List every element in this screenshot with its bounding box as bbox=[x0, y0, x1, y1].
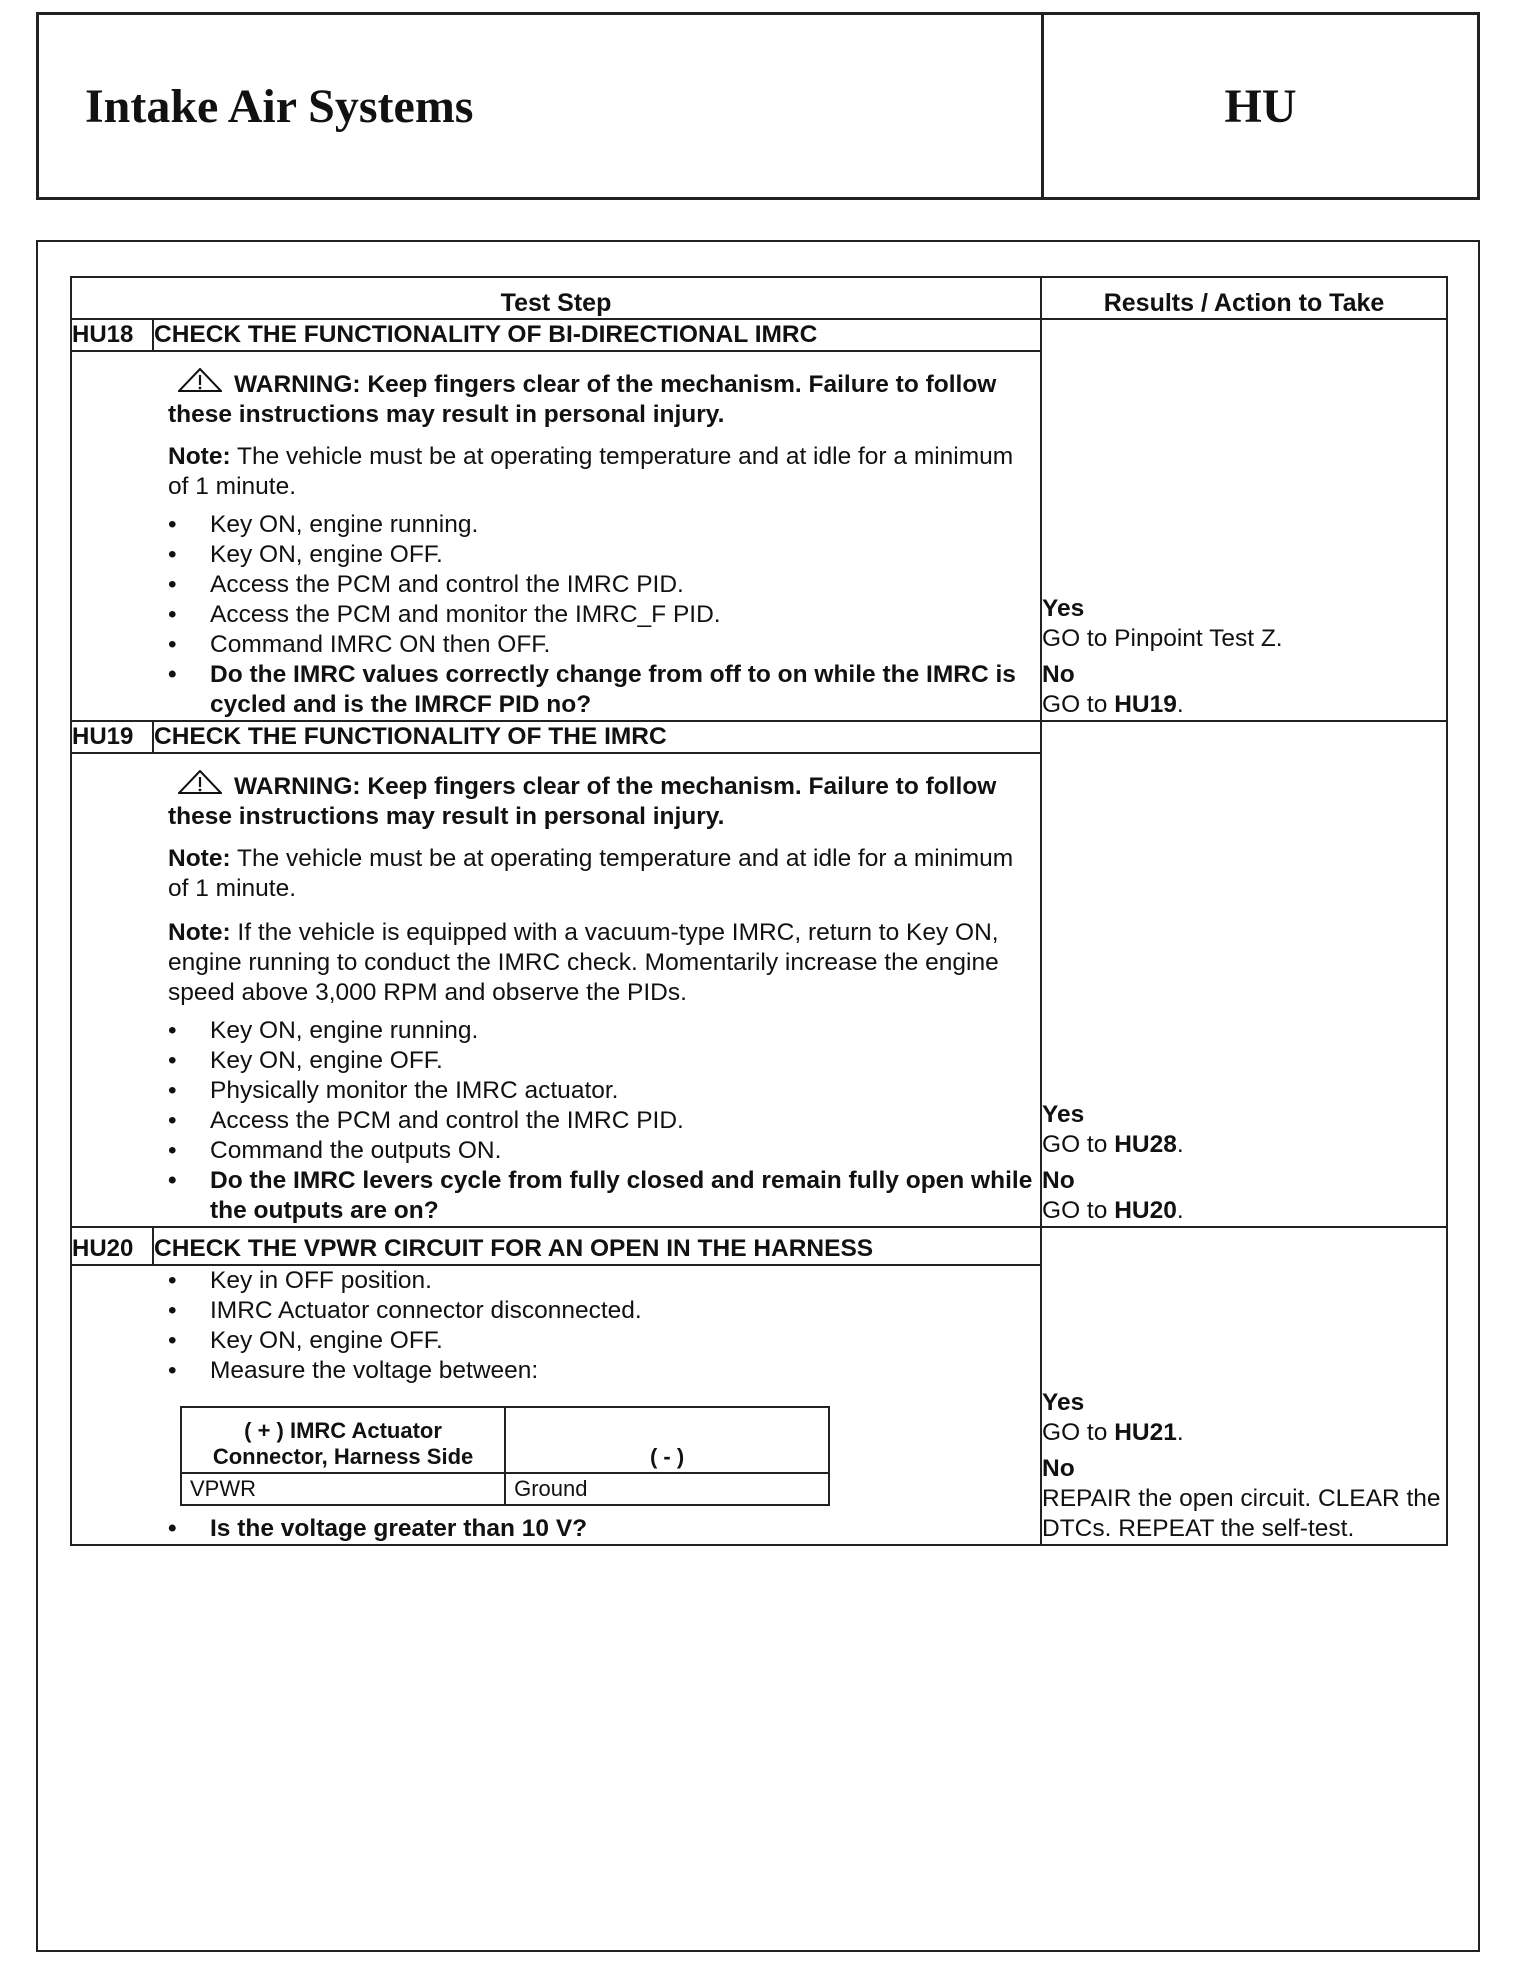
yes-go: GO to bbox=[1042, 1419, 1115, 1446]
step-title: CHECK THE VPWR CIRCUIT FOR AN OPEN IN THE HARNESS bbox=[153, 1227, 1041, 1265]
note-text: The vehicle must be at operating temperature and at idle for a minimum of 1 minute. bbox=[168, 845, 1014, 902]
step-title-row bbox=[71, 721, 1447, 753]
step-list bbox=[168, 1514, 1040, 1544]
list-item: • Physically monitor the IMRC actuator. bbox=[168, 1076, 1040, 1106]
test-step-table bbox=[70, 276, 1448, 1546]
warning bbox=[168, 770, 1040, 832]
step-question: • Do the IMRC values correctly change from off to on while the IMRC is cycled and is the IMRCF PID no? bbox=[168, 660, 1040, 720]
measurement-head-negative: ( - ) bbox=[505, 1407, 829, 1473]
no-go: GO to bbox=[1042, 691, 1115, 718]
result-yes bbox=[1042, 594, 1446, 654]
no-go: GO to bbox=[1042, 1197, 1115, 1224]
step-code: HU18 bbox=[71, 319, 153, 351]
measurement-positive: VPWR bbox=[181, 1473, 505, 1505]
list-item: • IMRC Actuator connector disconnected. bbox=[168, 1296, 1040, 1326]
yes-action bbox=[1042, 1130, 1446, 1160]
yes-target: HU28 bbox=[1114, 1131, 1177, 1158]
step-code: HU19 bbox=[71, 721, 153, 753]
list-item: • Command the outputs ON. bbox=[168, 1136, 1040, 1166]
note-label: Note: bbox=[168, 443, 231, 470]
list-item: • Key ON, engine OFF. bbox=[168, 540, 1040, 570]
result-yes bbox=[1042, 1100, 1446, 1160]
step-code: HU20 bbox=[71, 1227, 153, 1265]
page-header bbox=[36, 12, 1480, 200]
measurement-row bbox=[181, 1473, 829, 1505]
yes-action: GO to Pinpoint Test Z. bbox=[1042, 625, 1283, 652]
step-question: • Do the IMRC levers cycle from fully closed and remain fully open while the outputs are on? bbox=[168, 1166, 1040, 1226]
result-no bbox=[1042, 1166, 1446, 1226]
yes-go: GO to bbox=[1042, 1131, 1115, 1158]
yes-label: Yes bbox=[1042, 1101, 1085, 1128]
measurement-header-row bbox=[181, 1407, 829, 1473]
list-item: • Key ON, engine running. bbox=[168, 510, 1040, 540]
step-result bbox=[1041, 319, 1447, 721]
yes-label: Yes bbox=[1042, 595, 1085, 622]
yes-target: HU21 bbox=[1114, 1419, 1177, 1446]
no-label: No bbox=[1042, 1455, 1075, 1482]
step-title-row bbox=[71, 1227, 1447, 1265]
note-label: Note: bbox=[168, 845, 231, 872]
yes-end: . bbox=[1176, 1419, 1184, 1446]
no-target: HU20 bbox=[1114, 1197, 1177, 1224]
warning-text: WARNING: Keep fingers clear of the mechanism. Failure to follow these instructions may result in personal injury. bbox=[168, 773, 997, 830]
note-text: If the vehicle is equipped with a vacuum-type IMRC, return to Key ON, engine running to conduct the IMRC check. Momentarily increase the engine speed above 3,000 RPM and observe the PIDs. bbox=[168, 919, 999, 1006]
note bbox=[168, 442, 1040, 502]
step-result bbox=[1041, 721, 1447, 1227]
list-item: • Access the PCM and monitor the IMRC_F PID. bbox=[168, 600, 1040, 630]
yes-end: . bbox=[1176, 1131, 1184, 1158]
warning-text: WARNING: Keep fingers clear of the mechanism. Failure to follow these instructions may result in personal injury. bbox=[168, 371, 997, 428]
step-list bbox=[168, 1016, 1040, 1226]
measurement-table bbox=[180, 1406, 830, 1506]
no-end: . bbox=[1176, 1197, 1184, 1224]
yes-label: Yes bbox=[1042, 1389, 1085, 1416]
no-action bbox=[1042, 690, 1446, 720]
no-action bbox=[1042, 1196, 1446, 1226]
result-yes bbox=[1042, 1388, 1446, 1448]
list-item: • Measure the voltage between: bbox=[168, 1356, 1040, 1386]
note bbox=[168, 918, 1040, 1008]
step-title: CHECK THE FUNCTIONALITY OF BI-DIRECTIONAL IMRC bbox=[153, 319, 1041, 351]
measurement-head-positive: ( + ) IMRC Actuator Connector, Harness Side bbox=[181, 1407, 505, 1473]
warning-icon bbox=[178, 368, 222, 392]
warning bbox=[168, 368, 1040, 430]
step-question: • Is the voltage greater than 10 V? bbox=[168, 1514, 1040, 1544]
col-test-step: Test Step bbox=[71, 277, 1041, 319]
step-title: CHECK THE FUNCTIONALITY OF THE IMRC bbox=[153, 721, 1041, 753]
step-result bbox=[1041, 1227, 1447, 1545]
note-text: The vehicle must be at operating temperature and at idle for a minimum of 1 minute. bbox=[168, 443, 1014, 500]
list-item: • Access the PCM and control the IMRC PID. bbox=[168, 570, 1040, 600]
list-item: • Command IMRC ON then OFF. bbox=[168, 630, 1040, 660]
warning-icon bbox=[178, 770, 222, 794]
measurement-negative: Ground bbox=[505, 1473, 829, 1505]
list-item: • Access the PCM and control the IMRC PID. bbox=[168, 1106, 1040, 1136]
list-item: • Key ON, engine OFF. bbox=[168, 1046, 1040, 1076]
list-item: • Key ON, engine OFF. bbox=[168, 1326, 1040, 1356]
step-body bbox=[71, 351, 1041, 721]
note-label: Note: bbox=[168, 919, 231, 946]
step-title-row bbox=[71, 319, 1447, 351]
list-item: • Key ON, engine running. bbox=[168, 1016, 1040, 1046]
no-action: REPAIR the open circuit. CLEAR the DTCs. REPEAT the self-test. bbox=[1042, 1485, 1441, 1542]
no-label: No bbox=[1042, 661, 1075, 688]
step-body bbox=[71, 753, 1041, 1227]
col-results: Results / Action to Take bbox=[1041, 277, 1447, 319]
note bbox=[168, 844, 1040, 904]
result-no bbox=[1042, 660, 1446, 720]
no-end: . bbox=[1176, 691, 1184, 718]
yes-action bbox=[1042, 1418, 1446, 1448]
step-list bbox=[168, 510, 1040, 720]
table-header-row bbox=[71, 277, 1447, 319]
step-list bbox=[168, 1266, 1040, 1386]
section-code: HU bbox=[1041, 15, 1477, 197]
list-item: • Key in OFF position. bbox=[168, 1266, 1040, 1296]
no-target: HU19 bbox=[1114, 691, 1177, 718]
result-no bbox=[1042, 1454, 1446, 1544]
no-label: No bbox=[1042, 1167, 1075, 1194]
step-body bbox=[71, 1265, 1041, 1545]
section-title: Intake Air Systems bbox=[85, 79, 474, 133]
